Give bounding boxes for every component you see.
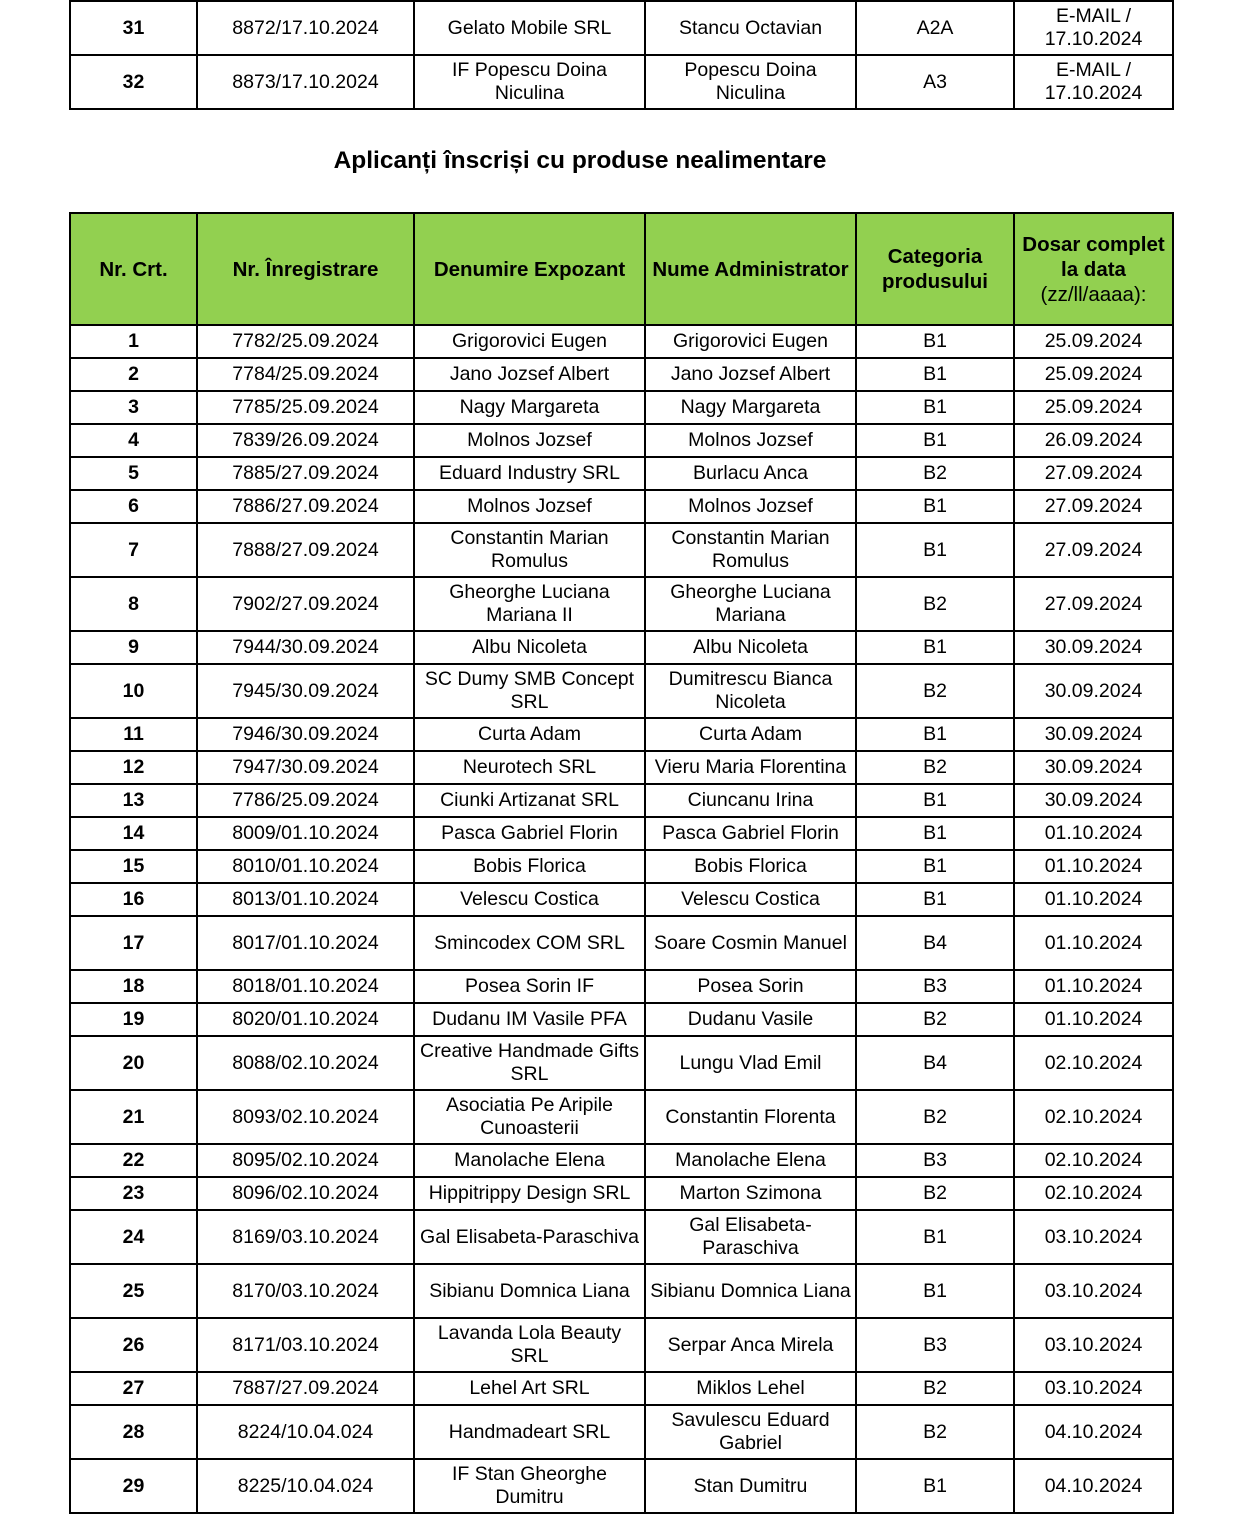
registration-number: 8017/01.10.2024 (197, 916, 414, 970)
registration-number: 8088/02.10.2024 (197, 1036, 414, 1090)
applicants-table-body (70, 325, 1173, 1513)
exhibitor-name: Dudanu IM Vasile PFA (414, 1003, 645, 1036)
registration-number: 8010/01.10.2024 (197, 850, 414, 883)
product-category: B1 (856, 850, 1014, 883)
table-row (70, 523, 1173, 577)
registration-number: 7785/25.09.2024 (197, 391, 414, 424)
file-complete-date: 02.10.2024 (1014, 1036, 1173, 1090)
exhibitor-name: Lehel Art SRL (414, 1372, 645, 1405)
exhibitor-name: Molnos Jozsef (414, 490, 645, 523)
exhibitor-name: Posea Sorin IF (414, 970, 645, 1003)
table-row (70, 1144, 1173, 1177)
exhibitor-name: Creative Handmade Gifts SRL (414, 1036, 645, 1090)
product-category: B3 (856, 970, 1014, 1003)
file-complete-method: E-MAIL / (1055, 5, 1132, 27)
product-category: B1 (856, 631, 1014, 664)
section-title: Aplicanți înscriși cu produse nealimentare (333, 147, 827, 174)
continuation-table-body (70, 1, 1173, 109)
product-category: B3 (856, 1318, 1014, 1372)
file-complete-date: 03.10.2024 (1014, 1318, 1173, 1372)
registration-number: 7786/25.09.2024 (197, 784, 414, 817)
file-complete-date-value: 17.10.2024 (1044, 28, 1143, 50)
file-complete-date: 02.10.2024 (1014, 1090, 1173, 1144)
table-row (70, 325, 1173, 358)
registration-number: 7902/27.09.2024 (197, 577, 414, 631)
registration-number: 8873/17.10.2024 (197, 55, 414, 109)
administrator-name: Pasca Gabriel Florin (645, 817, 856, 850)
file-complete-date: 25.09.2024 (1014, 325, 1173, 358)
file-complete-date: 03.10.2024 (1014, 1372, 1173, 1405)
row-number: 4 (70, 424, 197, 457)
product-category: B2 (856, 1177, 1014, 1210)
product-category: B2 (856, 1090, 1014, 1144)
header-category: Categoria produsului (856, 213, 1014, 325)
file-complete-date: 01.10.2024 (1014, 970, 1173, 1003)
product-category: B1 (856, 817, 1014, 850)
file-complete-date: 01.10.2024 (1014, 916, 1173, 970)
table-row (70, 358, 1173, 391)
product-category: B1 (856, 1459, 1014, 1513)
table-row (70, 391, 1173, 424)
exhibitor-name: Handmadeart SRL (414, 1405, 645, 1459)
exhibitor-name: Constantin Marian Romulus (414, 523, 645, 577)
exhibitor-name: Nagy Margareta (414, 391, 645, 424)
table-row (70, 916, 1173, 970)
row-number: 6 (70, 490, 197, 523)
product-category: B1 (856, 1264, 1014, 1318)
table-row (70, 1372, 1173, 1405)
exhibitor-name: Velescu Costica (414, 883, 645, 916)
file-complete-date: 30.09.2024 (1014, 631, 1173, 664)
product-category: B2 (856, 1003, 1014, 1036)
administrator-name: Savulescu Eduard Gabriel (645, 1405, 856, 1459)
file-complete-date: 03.10.2024 (1014, 1264, 1173, 1318)
product-category: B1 (856, 718, 1014, 751)
table-row (70, 664, 1173, 718)
row-number: 8 (70, 577, 197, 631)
administrator-name: Stan Dumitru (645, 1459, 856, 1513)
administrator-name: Gal Elisabeta-Paraschiva (645, 1210, 856, 1264)
administrator-name: Curta Adam (645, 718, 856, 751)
header-administrator: Nume Administrator (645, 213, 856, 325)
header-file-complete-label: Dosar complet la data (1022, 232, 1165, 281)
table-row (70, 883, 1173, 916)
table-row (70, 490, 1173, 523)
product-category: B2 (856, 1405, 1014, 1459)
file-complete-date (1014, 1, 1173, 55)
table-row (70, 55, 1173, 109)
file-complete-date: 30.09.2024 (1014, 718, 1173, 751)
exhibitor-name: IF Stan Gheorghe Dumitru (414, 1459, 645, 1513)
registration-number: 8224/10.04.024 (197, 1405, 414, 1459)
table-row (70, 1177, 1173, 1210)
registration-number: 8096/02.10.2024 (197, 1177, 414, 1210)
registration-number: 7888/27.09.2024 (197, 523, 414, 577)
exhibitor-name: SC Dumy SMB Concept SRL (414, 664, 645, 718)
row-number: 17 (70, 916, 197, 970)
table-row (70, 1318, 1173, 1372)
product-category: B4 (856, 1036, 1014, 1090)
administrator-name: Albu Nicoleta (645, 631, 856, 664)
row-number: 29 (70, 1459, 197, 1513)
product-category: B4 (856, 916, 1014, 970)
continuation-table (69, 0, 1174, 110)
exhibitor-name: Grigorovici Eugen (414, 325, 645, 358)
registration-number: 7886/27.09.2024 (197, 490, 414, 523)
table-row (70, 970, 1173, 1003)
file-complete-date: 30.09.2024 (1014, 784, 1173, 817)
administrator-name: Marton Szimona (645, 1177, 856, 1210)
registration-number: 7782/25.09.2024 (197, 325, 414, 358)
registration-number: 7839/26.09.2024 (197, 424, 414, 457)
exhibitor-name: Curta Adam (414, 718, 645, 751)
exhibitor-name: Eduard Industry SRL (414, 457, 645, 490)
header-nr-crt: Nr. Crt. (70, 213, 197, 325)
registration-number: 8018/01.10.2024 (197, 970, 414, 1003)
product-category: B1 (856, 391, 1014, 424)
administrator-name: Molnos Jozsef (645, 424, 856, 457)
registration-number: 8169/03.10.2024 (197, 1210, 414, 1264)
header-date-format: (zz/ll/aaaa): (1040, 282, 1147, 306)
exhibitor-name: Gal Elisabeta-Paraschiva (414, 1210, 645, 1264)
file-complete-date: 30.09.2024 (1014, 751, 1173, 784)
product-category: B1 (856, 358, 1014, 391)
registration-number: 8020/01.10.2024 (197, 1003, 414, 1036)
row-number: 21 (70, 1090, 197, 1144)
registration-number: 8225/10.04.024 (197, 1459, 414, 1513)
table-row (70, 1210, 1173, 1264)
file-complete-date (1014, 55, 1173, 109)
row-number: 16 (70, 883, 197, 916)
registration-number: 7944/30.09.2024 (197, 631, 414, 664)
table-row (70, 1264, 1173, 1318)
product-category: B3 (856, 1144, 1014, 1177)
table-row (70, 457, 1173, 490)
table-row (70, 1003, 1173, 1036)
product-category: B2 (856, 1372, 1014, 1405)
row-number: 12 (70, 751, 197, 784)
administrator-name: Gheorghe Luciana Mariana (645, 577, 856, 631)
exhibitor-name: Bobis Florica (414, 850, 645, 883)
administrator-name: Miklos Lehel (645, 1372, 856, 1405)
administrator-name: Popescu Doina Niculina (645, 55, 856, 109)
table-header-row (70, 213, 1173, 325)
product-category: B2 (856, 664, 1014, 718)
exhibitor-name: Gelato Mobile SRL (414, 1, 645, 55)
exhibitor-name: Gheorghe Luciana Mariana II (414, 577, 645, 631)
row-number: 5 (70, 457, 197, 490)
table-row (70, 424, 1173, 457)
row-number: 28 (70, 1405, 197, 1459)
administrator-name: Serpar Anca Mirela (645, 1318, 856, 1372)
table-row (70, 850, 1173, 883)
product-category: B1 (856, 424, 1014, 457)
file-complete-date: 01.10.2024 (1014, 817, 1173, 850)
administrator-name: Burlacu Anca (645, 457, 856, 490)
row-number: 24 (70, 1210, 197, 1264)
table-row (70, 577, 1173, 631)
product-category: B1 (856, 883, 1014, 916)
file-complete-date: 30.09.2024 (1014, 664, 1173, 718)
table-row (70, 817, 1173, 850)
administrator-name: Vieru Maria Florentina (645, 751, 856, 784)
file-complete-date: 03.10.2024 (1014, 1210, 1173, 1264)
administrator-name: Nagy Margareta (645, 391, 856, 424)
exhibitor-name: Smincodex COM SRL (414, 916, 645, 970)
registration-number: 8095/02.10.2024 (197, 1144, 414, 1177)
row-number: 14 (70, 817, 197, 850)
registration-number: 8013/01.10.2024 (197, 883, 414, 916)
exhibitor-name: Sibianu Domnica Liana (414, 1264, 645, 1318)
administrator-name: Dumitrescu Bianca Nicoleta (645, 664, 856, 718)
table-row (70, 1459, 1173, 1513)
applicants-table (69, 212, 1174, 1514)
administrator-name: Posea Sorin (645, 970, 856, 1003)
table-row (70, 1090, 1173, 1144)
row-number: 26 (70, 1318, 197, 1372)
row-number: 1 (70, 325, 197, 358)
administrator-name: Constantin Florenta (645, 1090, 856, 1144)
exhibitor-name: Hippitrippy Design SRL (414, 1177, 645, 1210)
row-number: 13 (70, 784, 197, 817)
row-number: 3 (70, 391, 197, 424)
table-row (70, 751, 1173, 784)
product-category: B2 (856, 457, 1014, 490)
header-registration: Nr. Înregistrare (197, 213, 414, 325)
row-number: 32 (70, 55, 197, 109)
row-number: 31 (70, 1, 197, 55)
registration-number: 8170/03.10.2024 (197, 1264, 414, 1318)
file-complete-date: 01.10.2024 (1014, 850, 1173, 883)
registration-number: 8171/03.10.2024 (197, 1318, 414, 1372)
file-complete-date: 01.10.2024 (1014, 1003, 1173, 1036)
product-category: B1 (856, 523, 1014, 577)
administrator-name: Manolache Elena (645, 1144, 856, 1177)
exhibitor-name: Ciunki Artizanat SRL (414, 784, 645, 817)
header-exhibitor: Denumire Expozant (414, 213, 645, 325)
file-complete-date-value: 17.10.2024 (1044, 82, 1143, 104)
registration-number: 7947/30.09.2024 (197, 751, 414, 784)
administrator-name: Sibianu Domnica Liana (645, 1264, 856, 1318)
product-category: A2A (856, 1, 1014, 55)
file-complete-date: 01.10.2024 (1014, 883, 1173, 916)
exhibitor-name: Molnos Jozsef (414, 424, 645, 457)
row-number: 15 (70, 850, 197, 883)
product-category: A3 (856, 55, 1014, 109)
exhibitor-name: IF Popescu Doina Niculina (414, 55, 645, 109)
row-number: 22 (70, 1144, 197, 1177)
registration-number: 7945/30.09.2024 (197, 664, 414, 718)
header-file-complete (1014, 213, 1173, 325)
registration-number: 8093/02.10.2024 (197, 1090, 414, 1144)
administrator-name: Lungu Vlad Emil (645, 1036, 856, 1090)
product-category: B1 (856, 325, 1014, 358)
file-complete-date: 27.09.2024 (1014, 457, 1173, 490)
administrator-name: Jano Jozsef Albert (645, 358, 856, 391)
row-number: 9 (70, 631, 197, 664)
file-complete-date: 27.09.2024 (1014, 490, 1173, 523)
exhibitor-name: Albu Nicoleta (414, 631, 645, 664)
product-category: B1 (856, 490, 1014, 523)
exhibitor-name: Lavanda Lola Beauty SRL (414, 1318, 645, 1372)
administrator-name: Molnos Jozsef (645, 490, 856, 523)
registration-number: 7885/27.09.2024 (197, 457, 414, 490)
registration-number: 7946/30.09.2024 (197, 718, 414, 751)
administrator-name: Dudanu Vasile (645, 1003, 856, 1036)
table-row (70, 784, 1173, 817)
exhibitor-name: Asociatia Pe Aripile Cunoasterii (414, 1090, 645, 1144)
administrator-name: Bobis Florica (645, 850, 856, 883)
table-row (70, 718, 1173, 751)
file-complete-date: 27.09.2024 (1014, 523, 1173, 577)
file-complete-date: 02.10.2024 (1014, 1144, 1173, 1177)
file-complete-date: 02.10.2024 (1014, 1177, 1173, 1210)
registration-number: 7887/27.09.2024 (197, 1372, 414, 1405)
exhibitor-name: Manolache Elena (414, 1144, 645, 1177)
row-number: 10 (70, 664, 197, 718)
table-row (70, 1036, 1173, 1090)
row-number: 18 (70, 970, 197, 1003)
registration-number: 7784/25.09.2024 (197, 358, 414, 391)
administrator-name: Stancu Octavian (645, 1, 856, 55)
row-number: 11 (70, 718, 197, 751)
row-number: 2 (70, 358, 197, 391)
exhibitor-name: Jano Jozsef Albert (414, 358, 645, 391)
file-complete-date: 04.10.2024 (1014, 1459, 1173, 1513)
file-complete-date: 25.09.2024 (1014, 358, 1173, 391)
exhibitor-name: Neurotech SRL (414, 751, 645, 784)
file-complete-date: 25.09.2024 (1014, 391, 1173, 424)
exhibitor-name: Pasca Gabriel Florin (414, 817, 645, 850)
product-category: B1 (856, 1210, 1014, 1264)
row-number: 25 (70, 1264, 197, 1318)
product-category: B2 (856, 751, 1014, 784)
file-complete-date: 04.10.2024 (1014, 1405, 1173, 1459)
administrator-name: Ciuncanu Irina (645, 784, 856, 817)
row-number: 20 (70, 1036, 197, 1090)
table-row (70, 1405, 1173, 1459)
file-complete-date: 26.09.2024 (1014, 424, 1173, 457)
row-number: 7 (70, 523, 197, 577)
product-category: B1 (856, 784, 1014, 817)
file-complete-method: E-MAIL / (1055, 59, 1132, 81)
product-category: B2 (856, 577, 1014, 631)
file-complete-date: 27.09.2024 (1014, 577, 1173, 631)
administrator-name: Velescu Costica (645, 883, 856, 916)
administrator-name: Grigorovici Eugen (645, 325, 856, 358)
row-number: 27 (70, 1372, 197, 1405)
administrator-name: Soare Cosmin Manuel (645, 916, 856, 970)
registration-number: 8872/17.10.2024 (197, 1, 414, 55)
row-number: 19 (70, 1003, 197, 1036)
registration-number: 8009/01.10.2024 (197, 817, 414, 850)
table-row (70, 631, 1173, 664)
row-number: 23 (70, 1177, 197, 1210)
table-row (70, 1, 1173, 55)
administrator-name: Constantin Marian Romulus (645, 523, 856, 577)
